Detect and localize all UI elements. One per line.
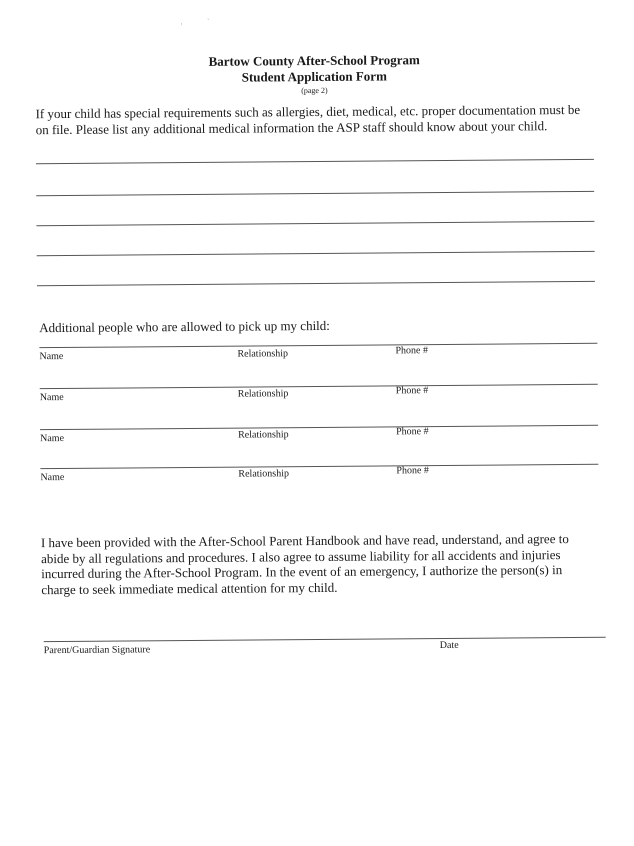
form-subtitle: Student Application Form xyxy=(241,68,387,85)
name-label: Name xyxy=(40,471,65,484)
scan-speck: ` xyxy=(206,16,210,27)
pickup-line[interactable] xyxy=(40,425,598,430)
name-label: Name xyxy=(39,391,64,404)
medical-info-line-2[interactable] xyxy=(36,191,594,196)
medical-info-line-1[interactable] xyxy=(36,159,594,164)
relationship-label: Relationship xyxy=(237,348,289,360)
pickup-line[interactable] xyxy=(40,464,598,469)
signature-label: Parent/Guardian Signature xyxy=(43,644,151,657)
phone-label: Phone # xyxy=(395,385,429,397)
relationship-label: Relationship xyxy=(237,388,289,400)
medical-info-line-5[interactable] xyxy=(37,281,595,286)
relationship-label: Relationship xyxy=(238,429,289,441)
date-label: Date xyxy=(439,639,459,652)
page-number: (page 2) xyxy=(301,85,328,96)
form-title: Bartow County After-School Program xyxy=(208,52,420,69)
pickup-heading: Additional people who are allowed to pick up my child: xyxy=(39,317,330,336)
scan-speck: ' xyxy=(180,21,183,32)
name-label: Name xyxy=(39,350,64,363)
medical-info-line-3[interactable] xyxy=(36,221,594,226)
agreement-text: I have been provided with the After-School Parent Handbook and have read, understand, and agree to abide by all regulations and procedures. I also agree to assume liability for all accidents and injuries incurred during the After-School Program. In the event of an emergency, I authorize the person(s) in charge to seek immediate medical attention for my child. xyxy=(40,531,569,597)
pickup-line[interactable] xyxy=(40,384,598,389)
relationship-label: Relationship xyxy=(238,468,290,480)
phone-label: Phone # xyxy=(396,426,429,438)
phone-label: Phone # xyxy=(395,345,428,357)
signature-line[interactable] xyxy=(44,637,606,642)
pickup-line[interactable] xyxy=(39,343,597,348)
medical-instructions: If your child has special requirements such as allergies, diet, medical, etc. proper documentation must be on file. Please list any additional medical information the ASP staff should know about your child. xyxy=(35,101,581,137)
name-label: Name xyxy=(40,432,65,445)
phone-label: Phone # xyxy=(396,465,429,477)
medical-info-line-4[interactable] xyxy=(37,251,595,256)
